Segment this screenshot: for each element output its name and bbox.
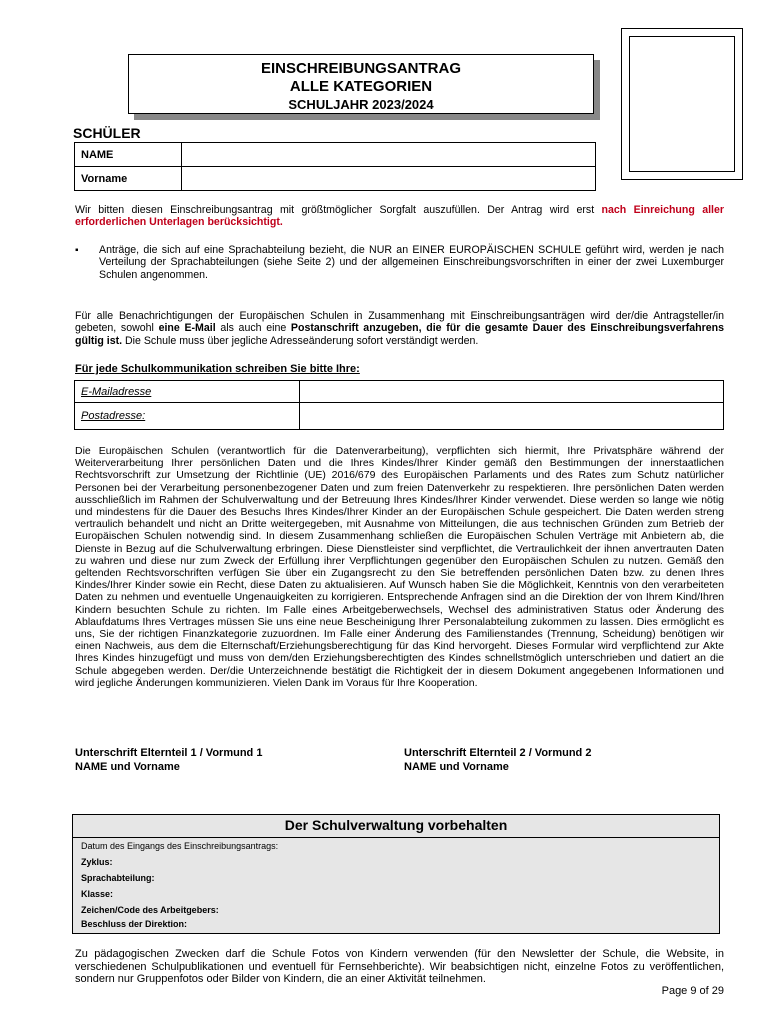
- admin-language-section-label: Sprachabteilung:: [81, 873, 155, 883]
- name-label: NAME: [75, 143, 182, 167]
- admin-decision-label: Beschluss der Direktion:: [81, 919, 188, 929]
- admin-title: Der Schulverwaltung vorbehalten: [284, 817, 508, 833]
- student-table: [74, 142, 596, 191]
- communication-heading: Für jede Schulkommunikation schreiben Sie bitte Ihre:: [75, 363, 360, 375]
- signature-parent-2-name-label: NAME und Vorname: [404, 761, 509, 773]
- notification-bold-email: eine E-Mail: [158, 322, 216, 335]
- admin-reserved-box: [72, 814, 720, 934]
- notification-text-3: Die Schule muss über jegliche Adresseänderung sofort verständigt werden.: [122, 334, 479, 347]
- photo-consent-paragraph: Zu pädagogischen Zwecken darf die Schule Fotos von Kindern verwenden (für den Newsletter der Schule, die Website, in verschiedenen Schulpublikationen und eventuell für Fernsehberichte). Wir beabsichtigen nicht, einzelne Fotos zu veröffentlichen, sondern nur Gruppenfotos oder Bilder von Kindern, die an einer Aktivität teilnehmen.: [75, 948, 724, 986]
- email-field[interactable]: [300, 381, 724, 403]
- signature-parent-1-name-label: NAME und Vorname: [75, 761, 180, 773]
- admin-cycle-label: Zyklus:: [81, 857, 113, 867]
- name-field[interactable]: [182, 143, 596, 167]
- communication-table: [74, 380, 724, 430]
- page-number: Page 9 of 29: [661, 985, 724, 997]
- privacy-paragraph: Die Europäischen Schulen (verantwortlich für die Datenverarbeitung), verpflichten sich hiermit, Ihre Privatsphäre während der Weiterverarbeitung Ihrer persönlichen Daten und die Ihres Kindes/Ihrer Kinder gemäß den Bestimmungen der innerstaatlichen Rechtsvorschrift zur Umsetzung der Richtlinie (UE) 2016/679 des Europäischen Parlaments und des Rates zum Schutz natürlicher Personen bei der Verarbeitung personenbezogener Daten und zum freien Datenverkehr zu respektieren. Ihre persönlichen Daten werden ausschließlich im Rahmen der Schulverwaltung und der Betreuung Ihres Kindes/Ihrer Kinder verwendet. Diese werden so lange wie nötig und mindestens für die Dauer des Besuchs Ihres Kindes/Ihrer Kinder an der Europäischen Schule gespeichert. Die Daten werden streng vertraulich behandelt und nicht an Dritte weitergegeben, mit Ausnahme von Mitteilungen, die aus technischen Gründen zum Betrieb der Europäischen Schulen notwendig sind. In diesem Zusammenhang schließen die Europäischen Schulen Verträge mit Anbietern ab, die Dienste in Bezug auf die Schulverwaltung erbringen. Diese Dienstleister sind verpflichtet, die Vertraulichkeit der ihnen anvertrauten Daten zu wahren und diese nur zum Zweck der Erfüllung ihrer Verpflichtungen gegenüber den Europäischen Schulen zu nutzen. Gemäß den geltenden Rechtsvorschriften verfügen Sie über ein Zugangsrecht zu den Sie betreffenden persönlichen Daten bzw. zu denen Ihres Kindes/Ihrer Kinder sowie ein Recht, diese Daten zu aktualisieren. Auf Wunsch haben Sie die Möglichkeit, Kenntnis von den verarbeiteten Daten zu nehmen und eventuelle Ungenauigkeiten zu korrigieren. Entsprechende Anfragen sind an die Direktion der von Ihrem Kind/Ihren Kindern besuchten Schule zu richten. Im Falle eines Arbeitgeberwechsels, Wechsel des administrativen Status oder Änderung des Ablaufdatums Ihres Vertrages müssen Sie uns eine neue Bescheinigung Ihrer Personalabteilung zukommen zu lassen. Dies ermöglicht es uns, Sie der richtigen Finanzkategorie zuzuordnen. Im Falle einer Änderung des Familienstandes (Trennung, Scheidung) benötigen wir einen Nachweis, aus dem die Elternschaft/Erziehungsberechtigung für das Kind hervorgeht. Dieses Formular wird verpflichtend zur Akte Ihres Kindes hinzugefügt und muss von dem/den Erziehungsberechtigten des Kindes schnellstmöglich unterschrieben und datiert an die Schule abgegeben werden. Der/die Unterzeichnende bestätigt die Richtigkeit der in diesem Dokument angegebenen Informationen und wird jegliche Änderungen kommunizieren. Vielen Dank im Voraus für Ihre Kooperation.: [75, 445, 724, 689]
- bullet-paragraph: Anträge, die sich auf eine Sprachabteilung bezieht, die NUR an EINER EUROPÄISCHEN SCHULE geführt wird, werden je nach Verteilung der Sprachabteilungen (siehe Seite 2) und der allgemeinen Einschreibungsvorschriften in einer der zwei Luxemburger Schulen angenommen.: [99, 244, 724, 281]
- table-row: [75, 167, 596, 191]
- signature-parent-1[interactable]: [75, 746, 262, 774]
- admin-date-label: Datum des Eingangs des Einschreibungsantrags:: [81, 841, 279, 851]
- intro-text: Wir bitten diesen Einschreibungsantrag mit größtmöglicher Sorgfalt auszufüllen. Der Antrag wird erst: [75, 204, 602, 216]
- signature-parent-1-label: Unterschrift Elternteil 1 / Vormund 1: [75, 747, 263, 759]
- table-row: [75, 143, 596, 167]
- notification-text-1: Für alle Benachrichtigungen der Europäischen Schulen in Zusammenhang mit Einschreibungsanträgen wird der/die Antragsteller/in gebeten, sowohl: [75, 310, 724, 335]
- email-label: E-Mailadresse: [75, 381, 300, 403]
- intro-paragraph: [75, 204, 724, 229]
- bullet-icon: ▪: [75, 245, 79, 256]
- school-year: SCHULJAHR 2023/2024: [288, 97, 434, 112]
- firstname-label: Vorname: [75, 167, 182, 191]
- signature-parent-2-label: Unterschrift Elternteil 2 / Vormund 2: [404, 747, 592, 759]
- postal-address-field[interactable]: [300, 403, 724, 430]
- signature-parent-2[interactable]: [404, 746, 591, 774]
- notification-text-2: als auch eine: [215, 322, 291, 335]
- student-section-title: SCHÜLER: [73, 125, 141, 141]
- postal-address-label: Postadresse:: [75, 403, 300, 430]
- admin-class-label: Klasse:: [81, 889, 114, 899]
- table-row: [75, 381, 724, 403]
- form-title: EINSCHREIBUNGSANTRAG: [260, 60, 461, 77]
- table-row: [75, 403, 724, 430]
- form-category: ALLE KATEGORIEN: [289, 78, 433, 95]
- admin-divider: [73, 837, 719, 838]
- title-box: [128, 54, 594, 114]
- intro-highlight: nach Einreichung aller erforderlichen Unterlagen berücksichtigt.: [75, 204, 725, 229]
- notification-paragraph: [75, 310, 724, 347]
- firstname-field[interactable]: [182, 167, 596, 191]
- photo-box[interactable]: [621, 28, 743, 180]
- admin-employer-code-label: Zeichen/Code des Arbeitgebers:: [81, 905, 219, 915]
- notification-bold-address: Postanschrift anzugeben, die für die gesamte Dauer des Einschreibungsverfahrens gültig ist.: [75, 322, 724, 347]
- photo-box-inner-frame: [629, 36, 735, 172]
